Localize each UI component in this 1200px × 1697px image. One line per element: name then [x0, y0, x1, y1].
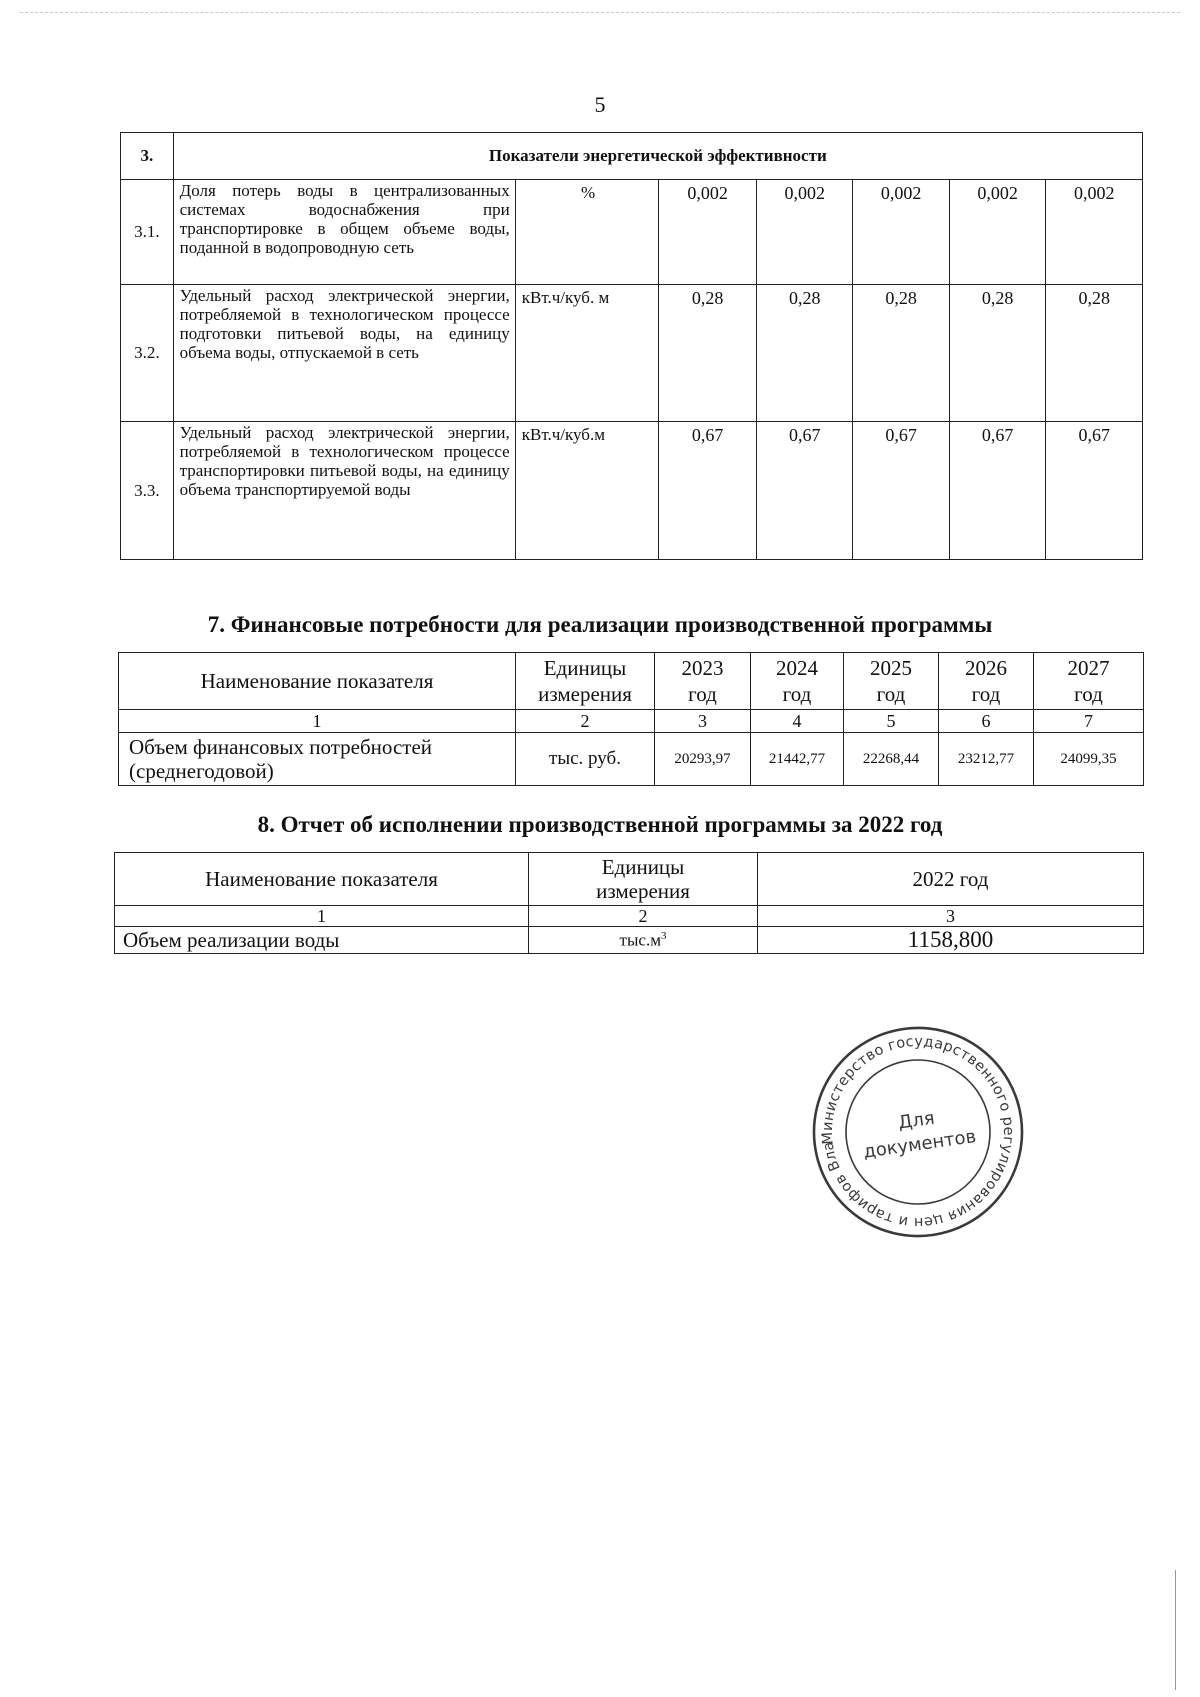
name-line: (среднегодовой)	[129, 759, 274, 783]
year-value: 22268,44	[844, 733, 939, 786]
column-index: 2	[516, 710, 655, 733]
column-index: 3	[655, 710, 751, 733]
column-header-name: Наименование показателя	[119, 653, 516, 710]
section8-heading: 8. Отчет об исполнении производственной программы за 2022 год	[257, 812, 943, 837]
energy-efficiency-table	[120, 132, 1143, 560]
indicator-description: Удельный расход электрической энергии, потребляемой в технологическом процессе транспортировки питьевой воды, на единицу объема транспортируемой воды	[173, 422, 515, 560]
table-row	[121, 285, 1143, 422]
column-index: 2	[529, 906, 758, 927]
column-header-period: 2022 год	[758, 853, 1144, 906]
indicator-value: 0,67	[1046, 422, 1143, 560]
report-value: 1158,800	[758, 927, 1144, 954]
header-year-word: год	[688, 682, 717, 706]
indicator-value: 0,28	[853, 285, 949, 422]
year-value: 20293,97	[655, 733, 751, 786]
row-number: 3.1.	[121, 180, 174, 285]
indicator-value: 0,002	[949, 180, 1045, 285]
stamp-center-line: Для	[896, 1107, 936, 1134]
indicator-unit: кВт.ч/куб.м	[515, 422, 659, 560]
header-year: 2025	[870, 656, 912, 680]
section-header-row	[121, 133, 1143, 180]
indicator-value: 0,67	[756, 422, 852, 560]
year-value: 23212,77	[939, 733, 1034, 786]
column-header-year	[751, 653, 844, 710]
header-year-word: год	[971, 682, 1001, 706]
indicator-value: 0,002	[659, 180, 757, 285]
indicator-unit	[529, 927, 758, 954]
official-stamp	[808, 1022, 1028, 1242]
financial-needs-table	[118, 652, 1144, 786]
stamp-ring-text	[808, 1022, 1028, 1242]
indicator-value: 0,67	[659, 422, 757, 560]
scan-edge-line	[1175, 1570, 1176, 1690]
table-row	[121, 180, 1143, 285]
indicator-value: 0,28	[949, 285, 1045, 422]
indicator-name: Объем реализации воды	[115, 927, 529, 954]
section7-heading: 7. Финансовые потребности для реализации производственной программы	[207, 612, 993, 637]
header-line: Единицы	[601, 855, 685, 879]
header-row	[119, 653, 1144, 710]
indicator-description: Удельный расход электрической энергии, потребляемой в технологическом процессе подготовки питьевой воды, на единицу объема воды, отпускаемой в сеть	[173, 285, 515, 422]
indicator-value: 0,002	[756, 180, 852, 285]
section-title: Показатели энергетической эффективности	[173, 133, 1142, 180]
scan-artifact-line	[20, 12, 1180, 13]
name-line: Объем финансовых потребностей	[129, 735, 433, 759]
header-line: измерения	[538, 682, 632, 706]
column-index: 7	[1034, 710, 1144, 733]
stamp-center-line: документов	[862, 1126, 978, 1163]
row-number: 3.2.	[121, 285, 174, 422]
header-year: 2027	[1067, 656, 1110, 680]
header-year: 2024	[776, 656, 818, 680]
indicator-description: Доля потерь воды в централизованных системах водоснабжения при транспортировке в общем объеме воды, поданной в водопроводную сеть	[173, 180, 515, 285]
column-header-year	[939, 653, 1034, 710]
header-row	[115, 853, 1144, 906]
stamp-outer-ring	[808, 1022, 1028, 1242]
section-number: 3.	[121, 133, 174, 180]
row-number: 3.3.	[121, 422, 174, 560]
column-index: 1	[115, 906, 529, 927]
header-line: измерения	[596, 879, 690, 903]
indicator-value: 0,67	[949, 422, 1045, 560]
indicator-value: 0,28	[659, 285, 757, 422]
column-index: 5	[844, 710, 939, 733]
column-index: 1	[119, 710, 516, 733]
header-year-word: год	[1074, 682, 1103, 706]
table-row	[115, 927, 1144, 954]
column-header-year	[655, 653, 751, 710]
year-value: 21442,77	[751, 733, 844, 786]
column-header-year	[1034, 653, 1144, 710]
indicator-unit: кВт.ч/куб. м	[515, 285, 659, 422]
table-row	[119, 733, 1144, 786]
index-row	[119, 710, 1144, 733]
column-index: 6	[939, 710, 1034, 733]
indicator-name	[119, 733, 516, 786]
indicator-value: 0,28	[756, 285, 852, 422]
index-row	[115, 906, 1144, 927]
indicator-value: 0,28	[1046, 285, 1143, 422]
header-line: Единицы	[543, 656, 627, 680]
page-number: 5	[594, 92, 606, 117]
indicator-value: 0,002	[853, 180, 949, 285]
unit-superscript: 3	[660, 929, 667, 942]
indicator-value: 0,67	[853, 422, 949, 560]
unit-base: тыс.м	[619, 930, 661, 950]
header-year-word: год	[782, 682, 812, 706]
column-header-year	[844, 653, 939, 710]
header-year: 2026	[965, 656, 1007, 680]
column-header-unit	[529, 853, 758, 906]
header-year-word: год	[876, 682, 906, 706]
program-report-table	[114, 852, 1144, 954]
indicator-unit: %	[515, 180, 659, 285]
column-header-name: Наименование показателя	[115, 853, 529, 906]
column-index: 3	[758, 906, 1144, 927]
column-header-unit	[516, 653, 655, 710]
header-year: 2023	[681, 656, 724, 680]
year-value: 24099,35	[1034, 733, 1144, 786]
table-row	[121, 422, 1143, 560]
indicator-value: 0,002	[1046, 180, 1143, 285]
indicator-unit: тыс. руб.	[516, 733, 655, 786]
column-index: 4	[751, 710, 844, 733]
stamp-ring-textpath: Министерство государственного регулирования цен и тарифов Владимирской	[819, 1033, 1017, 1231]
